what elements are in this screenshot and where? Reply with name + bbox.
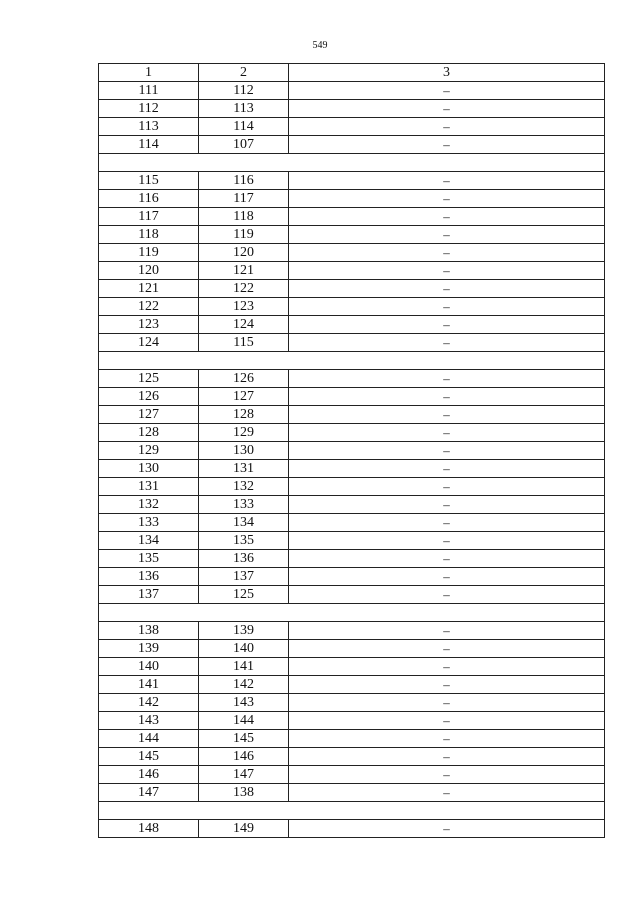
group-separator-row [99,154,605,172]
table-cell-col-1: 127 [99,406,199,424]
table-cell-col-3: – [289,460,605,478]
table-cell-col-1: 145 [99,748,199,766]
table-row [99,190,605,208]
table-row [99,694,605,712]
table-cell-col-3: – [289,226,605,244]
group-separator-cell [99,154,605,172]
table-cell-col-1: 111 [99,82,199,100]
table-row [99,118,605,136]
table-cell-col-1: 123 [99,316,199,334]
table-cell-col-3: – [289,100,605,118]
table-cell-col-1: 129 [99,442,199,460]
group-separator-row [99,802,605,820]
table-cell-col-1: 126 [99,388,199,406]
table-cell-col-1: 144 [99,730,199,748]
table-cell-col-3: – [289,694,605,712]
table-cell-col-3: – [289,316,605,334]
table-row [99,478,605,496]
table-cell-col-3: – [289,208,605,226]
table-cell-col-3: – [289,586,605,604]
column-header-1: 1 [99,64,199,82]
table-cell-col-2: 141 [199,658,289,676]
table-row [99,820,605,838]
group-separator-row [99,352,605,370]
table-cell-col-3: – [289,406,605,424]
table-cell-col-3: – [289,136,605,154]
header-row [99,64,605,82]
table-row [99,82,605,100]
table-cell-col-3: – [289,424,605,442]
table-row [99,406,605,424]
table-cell-col-2: 137 [199,568,289,586]
table-cell-col-3: – [289,478,605,496]
table-cell-col-3: – [289,622,605,640]
table-cell-col-1: 141 [99,676,199,694]
table-row [99,424,605,442]
table-row [99,514,605,532]
table-cell-col-3: – [289,730,605,748]
table-cell-col-2: 118 [199,208,289,226]
table-cell-col-3: – [289,676,605,694]
table-row [99,172,605,190]
table-row [99,586,605,604]
table-row [99,676,605,694]
table-cell-col-2: 134 [199,514,289,532]
table-row [99,298,605,316]
table-row [99,208,605,226]
table-row [99,748,605,766]
table-cell-col-3: – [289,298,605,316]
table-cell-col-3: – [289,262,605,280]
column-header-3: 3 [289,64,605,82]
table-cell-col-1: 140 [99,658,199,676]
table-cell-col-1: 148 [99,820,199,838]
table-cell-col-2: 107 [199,136,289,154]
table-cell-col-3: – [289,712,605,730]
table-row [99,388,605,406]
table-row [99,532,605,550]
table-row [99,784,605,802]
table-row [99,226,605,244]
table-cell-col-2: 113 [199,100,289,118]
table-row [99,730,605,748]
table-cell-col-2: 146 [199,748,289,766]
table-cell-col-1: 132 [99,496,199,514]
table-cell-col-2: 131 [199,460,289,478]
table-cell-col-3: – [289,550,605,568]
table-cell-col-1: 137 [99,586,199,604]
table-cell-col-1: 118 [99,226,199,244]
table-cell-col-1: 136 [99,568,199,586]
table-cell-col-3: – [289,280,605,298]
table-cell-col-1: 133 [99,514,199,532]
data-table [98,63,605,838]
table-cell-col-1: 142 [99,694,199,712]
table-cell-col-2: 139 [199,622,289,640]
table-cell-col-1: 134 [99,532,199,550]
table-cell-col-2: 143 [199,694,289,712]
table-row [99,640,605,658]
table-cell-col-1: 146 [99,766,199,784]
table-cell-col-2: 127 [199,388,289,406]
table-cell-col-2: 129 [199,424,289,442]
table-cell-col-2: 135 [199,532,289,550]
table-cell-col-3: – [289,820,605,838]
table-cell-col-1: 143 [99,712,199,730]
table-row [99,280,605,298]
table-cell-col-2: 132 [199,478,289,496]
table-cell-col-1: 117 [99,208,199,226]
table-row [99,442,605,460]
table-cell-col-2: 126 [199,370,289,388]
table-cell-col-2: 138 [199,784,289,802]
table-row [99,496,605,514]
table-cell-col-1: 115 [99,172,199,190]
table-cell-col-1: 125 [99,370,199,388]
table-row [99,244,605,262]
table-cell-col-1: 130 [99,460,199,478]
table-row [99,766,605,784]
table-row [99,658,605,676]
table-cell-col-1: 113 [99,118,199,136]
table-row [99,100,605,118]
table-cell-col-3: – [289,658,605,676]
table-cell-col-1: 135 [99,550,199,568]
table-row [99,550,605,568]
table-cell-col-1: 120 [99,262,199,280]
table-row [99,370,605,388]
table-row [99,568,605,586]
table-cell-col-1: 119 [99,244,199,262]
table-cell-col-3: – [289,748,605,766]
table-cell-col-1: 116 [99,190,199,208]
table-cell-col-3: – [289,82,605,100]
table-cell-col-3: – [289,334,605,352]
group-separator-cell [99,802,605,820]
table-cell-col-2: 145 [199,730,289,748]
table-cell-col-1: 122 [99,298,199,316]
table-row [99,460,605,478]
table-cell-col-1: 139 [99,640,199,658]
table-row [99,316,605,334]
group-separator-row [99,604,605,622]
table-row [99,712,605,730]
table-cell-col-3: – [289,532,605,550]
table-cell-col-3: – [289,784,605,802]
table-cell-col-2: 115 [199,334,289,352]
column-header-2: 2 [199,64,289,82]
table-cell-col-2: 149 [199,820,289,838]
table-cell-col-2: 117 [199,190,289,208]
table-row [99,136,605,154]
table-row [99,262,605,280]
table-cell-col-3: – [289,568,605,586]
page-number: 549 [312,40,328,51]
table-cell-col-2: 140 [199,640,289,658]
table-cell-col-2: 130 [199,442,289,460]
table-cell-col-3: – [289,766,605,784]
table-cell-col-3: – [289,388,605,406]
table-cell-col-1: 114 [99,136,199,154]
table-cell-col-2: 120 [199,244,289,262]
group-separator-cell [99,352,605,370]
table-cell-col-3: – [289,640,605,658]
table-cell-col-2: 112 [199,82,289,100]
table-cell-col-3: – [289,172,605,190]
table-cell-col-1: 138 [99,622,199,640]
table-cell-col-1: 147 [99,784,199,802]
table-cell-col-2: 114 [199,118,289,136]
table-cell-col-2: 144 [199,712,289,730]
table-cell-col-2: 116 [199,172,289,190]
table-cell-col-3: – [289,496,605,514]
table-cell-col-2: 124 [199,316,289,334]
table-cell-col-1: 121 [99,280,199,298]
table-cell-col-2: 133 [199,496,289,514]
table-cell-col-1: 128 [99,424,199,442]
data-table-container [98,63,604,838]
table-cell-col-1: 124 [99,334,199,352]
table-cell-col-3: – [289,244,605,262]
table-cell-col-2: 136 [199,550,289,568]
table-cell-col-2: 122 [199,280,289,298]
table-row [99,622,605,640]
table-cell-col-2: 125 [199,586,289,604]
table-cell-col-3: – [289,190,605,208]
table-cell-col-2: 142 [199,676,289,694]
table-cell-col-2: 123 [199,298,289,316]
table-cell-col-3: – [289,118,605,136]
table-cell-col-3: – [289,442,605,460]
table-cell-col-1: 131 [99,478,199,496]
table-row [99,334,605,352]
table-body [99,82,605,838]
table-cell-col-2: 119 [199,226,289,244]
table-cell-col-3: – [289,370,605,388]
table-cell-col-2: 128 [199,406,289,424]
table-cell-col-2: 147 [199,766,289,784]
table-cell-col-1: 112 [99,100,199,118]
table-cell-col-2: 121 [199,262,289,280]
table-cell-col-3: – [289,514,605,532]
group-separator-cell [99,604,605,622]
